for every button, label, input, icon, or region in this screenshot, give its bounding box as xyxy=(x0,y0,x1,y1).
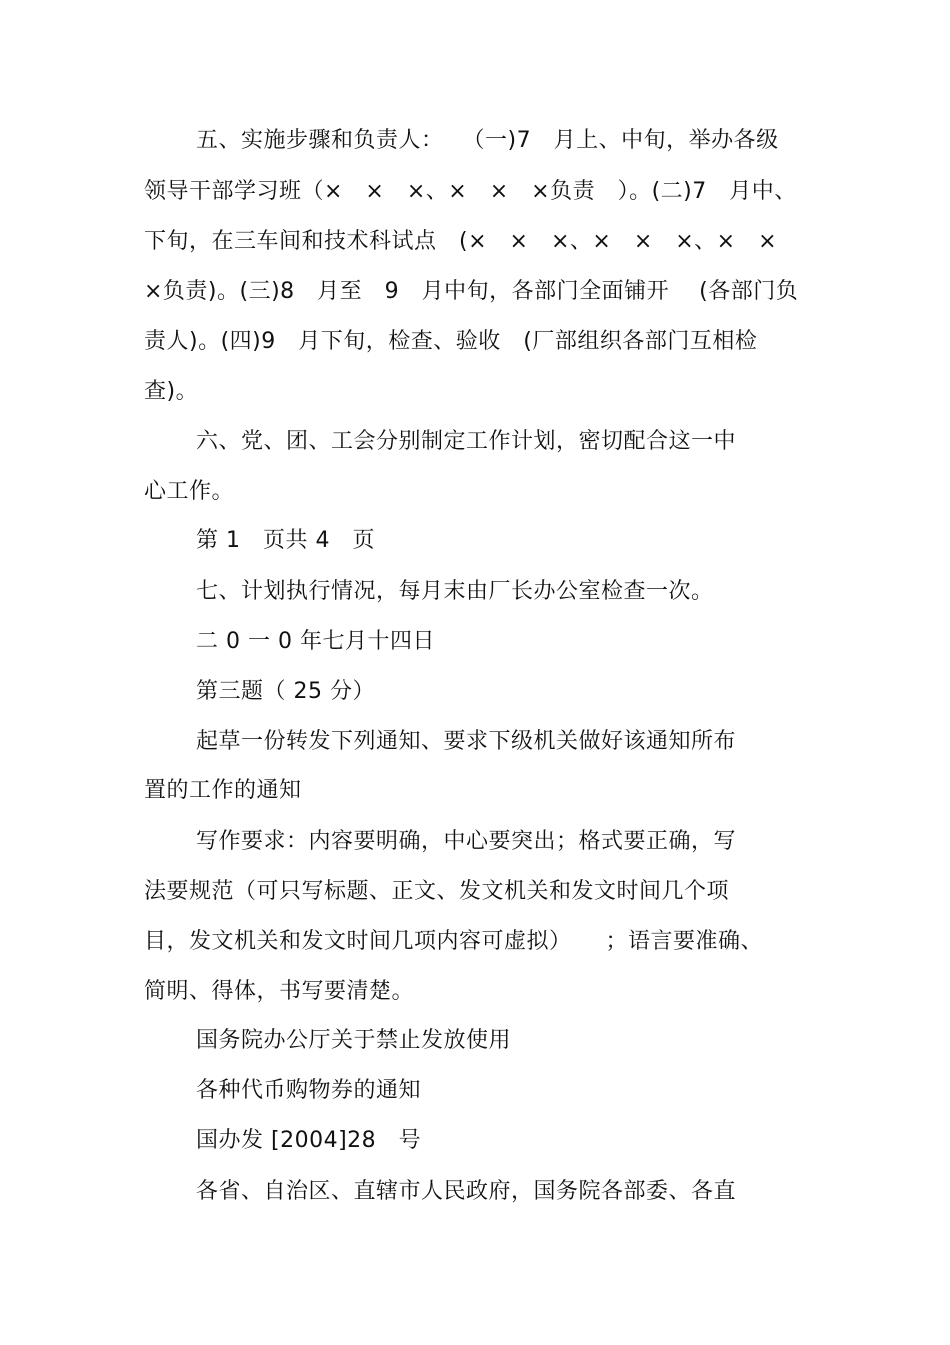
text-line: 简明、得体，书写要清楚。 xyxy=(144,979,415,1004)
text-line: ×负责)。(三)8 月至 9 月中旬，各部门全面铺开 (各部门负 xyxy=(144,279,799,304)
text-line: 六、党、团、工会分别制定工作计划，密切配合这一中 xyxy=(196,429,737,454)
text-line: 七、计划执行情况，每月末由厂长办公室检查一次。 xyxy=(196,579,714,604)
text-line: 五、实施步骤和负责人： （一)7 月上、中旬，举办各级 xyxy=(196,128,779,153)
page-number: 第 1 页共 4 页 xyxy=(196,528,375,553)
text-line: 责人)。(四)9 月下旬，检查、验收 (厂部组织各部门互相检 xyxy=(144,329,758,354)
text-line: 置的工作的通知 xyxy=(144,778,302,803)
notice-title: 各种代币购物券的通知 xyxy=(196,1078,422,1103)
text-line: 写作要求：内容要明确，中心要突出；格式要正确，写 xyxy=(196,829,737,854)
text-line: 起草一份转发下列通知、要求下级机关做好该通知所布 xyxy=(196,729,737,754)
notice-title: 国务院办公厅关于禁止发放使用 xyxy=(196,1028,512,1053)
document-number: 国办发 [2004]28 号 xyxy=(196,1128,422,1153)
text-line: 查)。 xyxy=(144,379,199,404)
text-line: 心工作。 xyxy=(144,479,235,504)
text-line: 法要规范（可只写标题、正文、发文机关和发文时间几个项 xyxy=(144,879,730,904)
text-line: 下旬，在三车间和技术科试点 (× × ×、× × ×、× × xyxy=(144,229,778,254)
date-line: 二 0 一 0 年七月十四日 xyxy=(196,629,435,654)
section-heading: 第三题（ 25 分） xyxy=(196,679,375,704)
text-line: 目，发文机关和发文时间几项内容可虚拟） ；语言要准确、 xyxy=(144,929,764,954)
text-line: 各省、自治区、直辖市人民政府，国务院各部委、各直 xyxy=(196,1179,737,1204)
text-line: 领导干部学习班（× × ×、× × ×负责 ）。(二)7 月中、 xyxy=(144,179,797,204)
